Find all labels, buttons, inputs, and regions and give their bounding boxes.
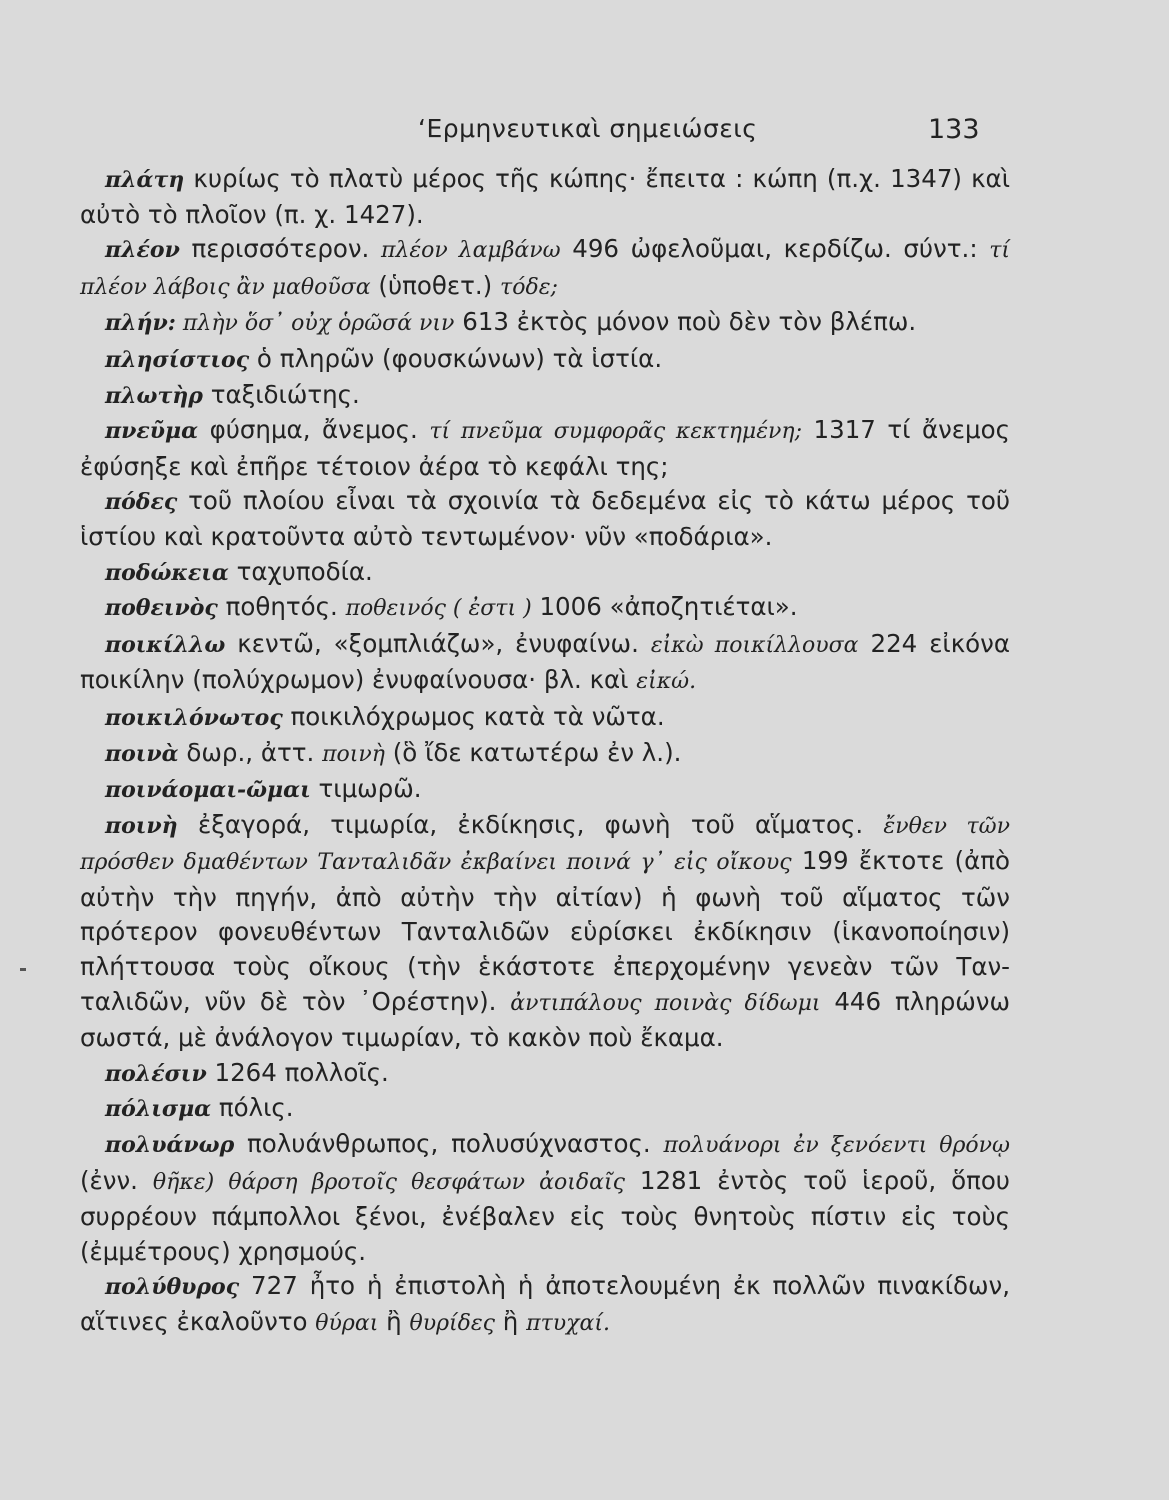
entry-text: κεντῶ, «ξομπλιάζω», ἐνυφαίνω. bbox=[225, 628, 651, 658]
entry-headword: πλησίστιος bbox=[105, 346, 250, 373]
entry-text: ὁ πληρῶν (φουσκώνων) τὰ ἱστία. bbox=[249, 343, 663, 373]
entry-text: 1006 «ἀποζητιέται». bbox=[531, 592, 798, 622]
glossary-entry bbox=[80, 808, 1010, 1056]
entry-text: 1281 ἐντὸς τοῦ ἱεροῦ, ὅπου συρρέουν πάμπολλοι ξένοι, ἐνέβαλεν εἰς τοὺς θνητοὺς πίστιν εἰς τοὺς (ἐμμέτρους) χρησμούς. bbox=[80, 1165, 1010, 1266]
glossary-entry bbox=[80, 590, 1010, 627]
entry-quotation: τόδε; bbox=[500, 274, 558, 300]
glossary-entry bbox=[80, 555, 1010, 591]
entry-text: τιμωρῶ. bbox=[310, 774, 422, 804]
glossary-entry bbox=[80, 413, 1010, 484]
entry-text: ἐξαγορά, τιμωρία, ἐκδίκησις, φωνὴ τοῦ αἵματος. bbox=[177, 809, 884, 839]
entry-headword: ποδώκεια bbox=[105, 559, 229, 586]
entry-text: 446 πληρώνω σωστά, μὲ ἀνάλογον τιμωρίαν, τὸ κακὸν ποὺ ἔκαμα. bbox=[80, 986, 1011, 1053]
glossary-entry bbox=[80, 484, 1010, 554]
entry-headword: ποινὰ bbox=[105, 740, 179, 767]
entry-text: τοῦ πλοίου εἶναι τὰ σχοινία τὰ δεδεμένα εἰς τὸ κάτω μέρος τοῦ ἱστίου καὶ κρατοῦντα αὐτὸ τεντωμένον· νῦν «ποδάρια». bbox=[80, 486, 1010, 551]
entry-headword: πλωτὴρ bbox=[105, 382, 203, 409]
entry-headword: πλέον bbox=[105, 237, 180, 264]
entry-headword: πολυάνωρ bbox=[105, 1132, 235, 1159]
entry-text: ποικιλόχρωμος κατὰ τὰ νῶτα. bbox=[282, 701, 665, 731]
entry-quotation: θῆκε) θάρση βροτοῖς θεσφάτων ἀοιδαῖς bbox=[152, 1169, 625, 1195]
entry-headword: πολύθυρος bbox=[105, 1274, 240, 1301]
margin-mark bbox=[20, 968, 26, 971]
entry-text: ταξιδιώτης. bbox=[202, 379, 360, 409]
entry-text: (ἐνν. bbox=[80, 1165, 153, 1195]
entry-quotation: τί πνεῦμα συμφορᾶς κεκτημένη; bbox=[429, 419, 803, 445]
glossary-entry bbox=[80, 1127, 1010, 1269]
glossary-entry bbox=[80, 378, 1010, 414]
entry-headword: πλάτη bbox=[105, 167, 185, 193]
entry-headword: πνεῦμα bbox=[105, 418, 199, 445]
entry-headword: πόδες bbox=[105, 489, 178, 516]
entry-quotation: πτυχαί. bbox=[526, 1311, 610, 1336]
entry-text: ταχυποδία. bbox=[228, 556, 373, 586]
glossary-entry bbox=[80, 1056, 1010, 1092]
entry-quotation: ποθεινός ( ἐστι ) bbox=[345, 596, 532, 622]
entry-text: 1264 πολλοῖς. bbox=[206, 1057, 389, 1087]
entry-quotation: θυρίδες bbox=[409, 1311, 496, 1336]
glossary-entry bbox=[80, 1091, 1010, 1127]
entry-text: πολυάνθρωπος, πολυσύχναστος. bbox=[234, 1129, 664, 1159]
glossary-entry bbox=[80, 700, 1010, 736]
entry-text: περισσότερον. bbox=[179, 234, 381, 264]
glossary-entry bbox=[80, 342, 1010, 378]
page-number: 133 bbox=[928, 114, 980, 145]
glossary-body bbox=[80, 162, 1010, 1342]
entry-headword: πολέσιν bbox=[105, 1060, 207, 1087]
entry-quotation: πλέον λαμβάνω bbox=[380, 238, 561, 264]
entry-text: 727 ἦτο ἡ ἐπιστολὴ ἡ ἀποτελουμένη ἐκ πολλῶν πινακίδων, αἵτινες ἐκαλοῦντο bbox=[80, 1271, 1010, 1336]
entry-quotation: ἔνθεν τῶν πρόσθεν δμαθέντων Τανταλιδᾶν ἐκβαίνει ποινά γ᾽ εἰς οἴκους bbox=[80, 813, 1010, 876]
entry-headword: ποινὴ bbox=[105, 812, 178, 839]
entry-headword: ποινάομαι-ῶμαι bbox=[105, 777, 311, 804]
entry-quotation: ἀντιπάλους ποινὰς δίδωμι bbox=[510, 990, 821, 1016]
entry-text: ποθητός. bbox=[217, 592, 346, 622]
glossary-entry bbox=[80, 232, 1010, 305]
entry-text: κυρίως τὸ πλατὺ μέρος τῆς κώπης· ἔπειτα : κώπη (π.χ. 1347) καὶ αὐτὸ τὸ πλοῖον (π. χ. 1427). bbox=[80, 164, 1010, 229]
entry-headword: πλήν: bbox=[105, 310, 176, 337]
entry-quotation: τί πλέον λάβοις ἂν μαθοῦσα bbox=[80, 238, 1010, 300]
entry-text: 613 ἐκτὸς μόνον ποὺ δὲν τὸν βλέπω. bbox=[454, 307, 917, 337]
entry-headword: ποικιλόνωτος bbox=[105, 704, 283, 731]
entry-quotation: πολυάνορι ἐν ξενόεντι θρόνῳ bbox=[663, 1133, 1010, 1159]
entry-text: φύσημα, ἄνεμος. bbox=[198, 415, 430, 445]
entry-headword: ποικίλλω bbox=[105, 631, 226, 658]
entry-text: δωρ., ἀττ. bbox=[178, 737, 323, 767]
entry-headword: ποθεινὸς bbox=[105, 595, 218, 622]
entry-text: (ὑποθετ.) bbox=[370, 270, 501, 300]
entry-text: πόλις. bbox=[211, 1093, 294, 1123]
entry-text: (ὃ ἴδε κατωτέρω ἐν λ.). bbox=[384, 737, 682, 767]
glossary-entry bbox=[80, 772, 1010, 808]
entry-quotation: ποινὴ bbox=[322, 741, 385, 767]
entry-quotation: εἰκὼ ποικίλλουσα bbox=[650, 632, 859, 658]
entry-text: 224 εἰκόνα ποικίλην (πολύχρωμον) ἐνυφαίνουσα· βλ. καὶ bbox=[80, 628, 1010, 695]
glossary-entry bbox=[80, 627, 1010, 700]
entry-text: 496 ὠφελοῦμαι, κερδίζω. σύντ.: bbox=[560, 234, 990, 264]
glossary-entry bbox=[80, 162, 1010, 232]
running-header: ‘Ερμηνευτικαὶ σημειώσεις bbox=[418, 114, 758, 143]
entry-quotation: εἰκώ. bbox=[636, 669, 697, 695]
entry-quotation: πλὴν ὅσ᾽ οὐχ ὁρῶσά νιν bbox=[175, 311, 455, 337]
glossary-entry bbox=[80, 1269, 1010, 1341]
entry-quotation: θύραι bbox=[315, 1311, 379, 1336]
entry-text: ἢ bbox=[495, 1307, 527, 1336]
glossary-entry bbox=[80, 736, 1010, 773]
entry-headword: πόλισμα bbox=[105, 1096, 212, 1123]
entry-text: ἢ bbox=[378, 1307, 410, 1336]
entry-text: 1317 τί ἄνεμος ἐφύσηξε καὶ ἐπῆρε τέτοιον ἀέρα τὸ κεφάλι της; bbox=[80, 415, 1010, 481]
entry-text: 199 ἔκτοτε (ἀπὸ αὐτὴν τὴν πηγήν, ἀπὸ αὐτὴν τὴν αἰτίαν) ἡ φωνὴ τοῦ αἵματος τῶν πρότερον φονευθέντων Τανταλιδῶν εὑρίσκει ἐκδίκησιν (ἱκανοποίησιν) πλήττουσα τοὺς οἴκους (τὴν ἑκάστοτε ἐπερχομένην γενεὰν τῶν Τανταλιδῶν, νῦν δὲ τὸν ᾿Ορέστην). bbox=[80, 846, 1010, 1016]
glossary-entry bbox=[80, 305, 1010, 342]
